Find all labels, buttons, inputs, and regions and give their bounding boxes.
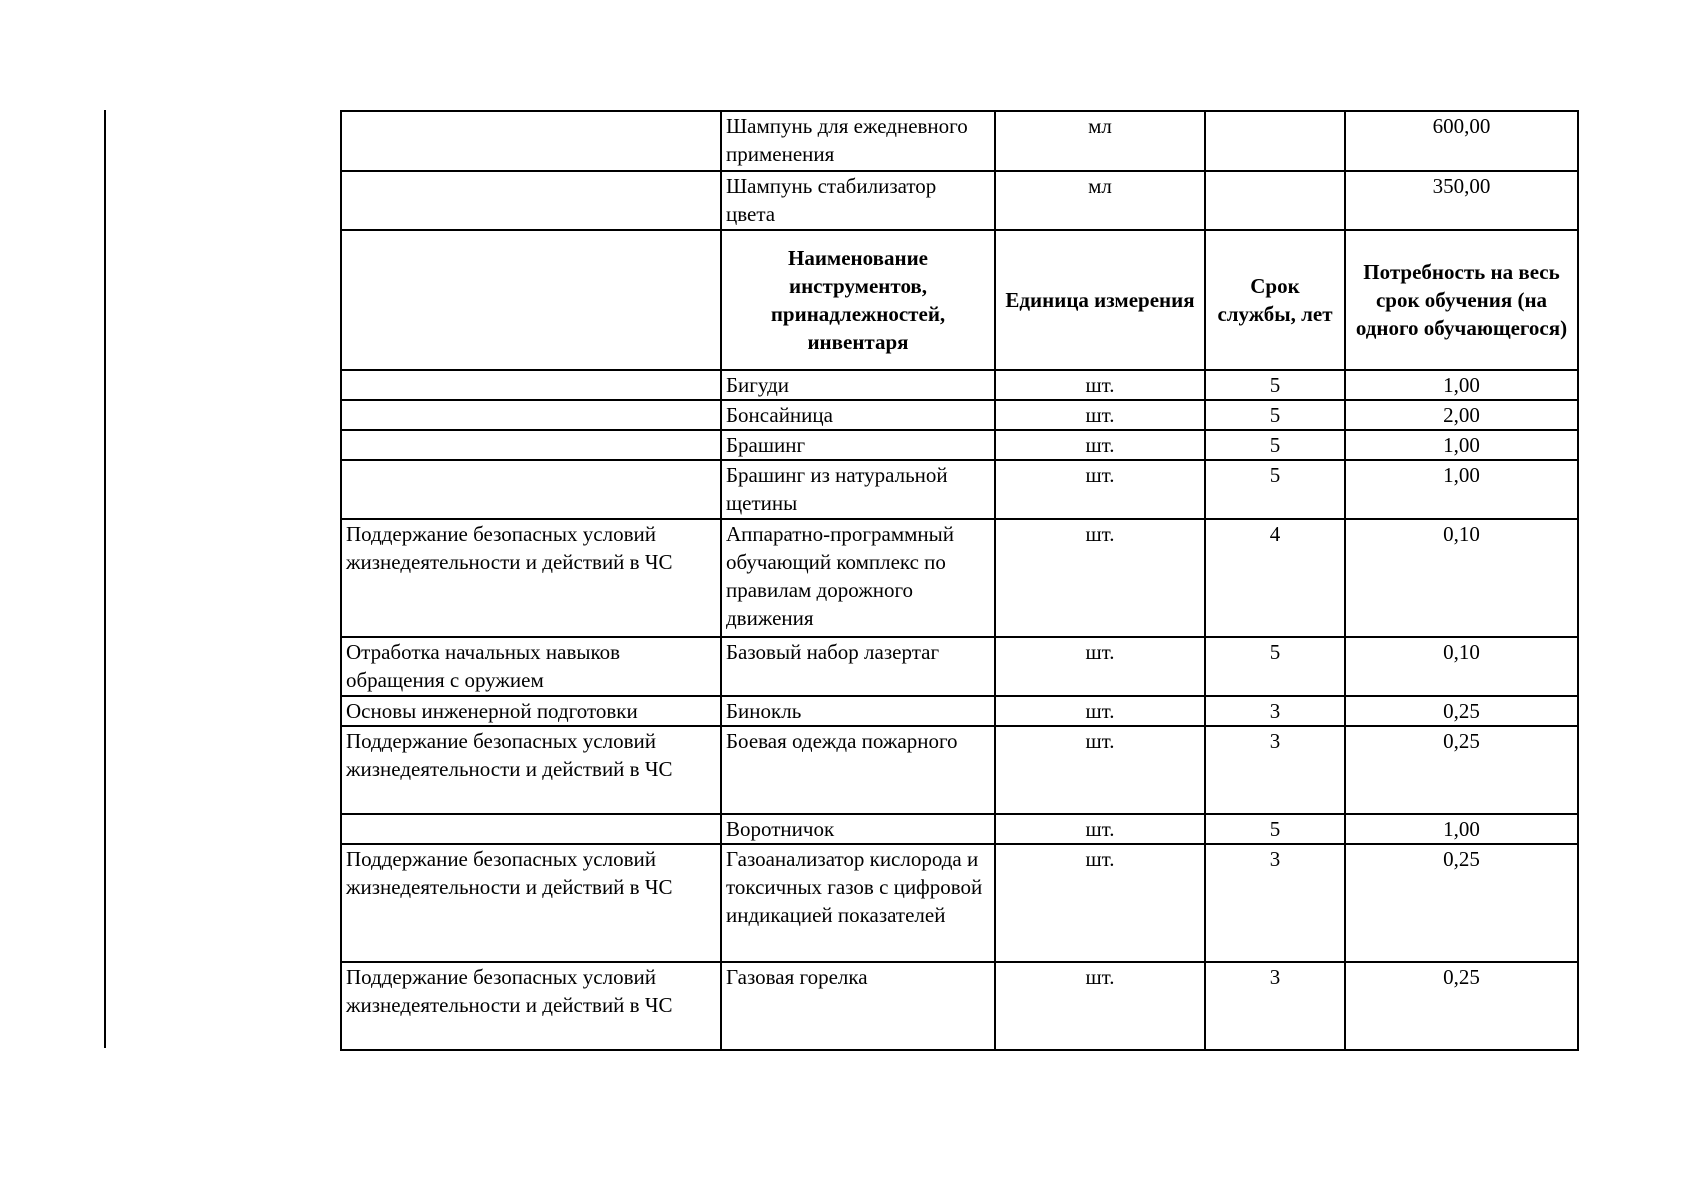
term-cell: 3 (1205, 962, 1345, 1050)
term-header: Срок службы, лет (1205, 230, 1345, 370)
term-cell: 3 (1205, 726, 1345, 814)
section-header-cell (341, 230, 721, 370)
table-row (341, 519, 1578, 637)
item-name-cell: Газоанализатор кислорода и токсичных газов с цифровой индикацией показателей (721, 844, 995, 962)
term-cell (1205, 111, 1345, 171)
need-cell: 1,00 (1345, 814, 1578, 844)
need-cell: 350,00 (1345, 171, 1578, 230)
page-margin-line (104, 110, 106, 1048)
section-cell (341, 430, 721, 460)
item-name-cell: Брашинг из натуральной щетины (721, 460, 995, 519)
need-cell: 0,25 (1345, 726, 1578, 814)
unit-cell: мл (995, 111, 1205, 171)
table-row (341, 111, 1578, 171)
need-cell: 0,25 (1345, 844, 1578, 962)
item-name-cell: Бигуди (721, 370, 995, 400)
section-cell (341, 171, 721, 230)
item-name-cell: Брашинг (721, 430, 995, 460)
unit-cell: шт. (995, 726, 1205, 814)
unit-header: Единица измерения (995, 230, 1205, 370)
table-row (341, 814, 1578, 844)
item-name-cell: Воротничок (721, 814, 995, 844)
need-cell: 600,00 (1345, 111, 1578, 171)
need-cell: 1,00 (1345, 460, 1578, 519)
unit-cell: шт. (995, 370, 1205, 400)
term-cell: 3 (1205, 844, 1345, 962)
section-cell: Основы инженерной подготовки (341, 696, 721, 726)
section-cell: Отработка начальных навыков обращения с оружием (341, 637, 721, 696)
section-cell: Поддержание безопасных условий жизнедеятельности и действий в ЧС (341, 962, 721, 1050)
section-cell: Поддержание безопасных условий жизнедеятельности и действий в ЧС (341, 519, 721, 637)
term-cell: 5 (1205, 430, 1345, 460)
need-cell: 0,10 (1345, 637, 1578, 696)
unit-cell: шт. (995, 814, 1205, 844)
need-cell: 0,10 (1345, 519, 1578, 637)
section-cell: Поддержание безопасных условий жизнедеятельности и действий в ЧС (341, 844, 721, 962)
table-row (341, 726, 1578, 814)
table-row (341, 696, 1578, 726)
term-cell: 5 (1205, 814, 1345, 844)
unit-cell: шт. (995, 637, 1205, 696)
section-cell (341, 111, 721, 171)
item-name-cell: Шампунь стабилизатор цвета (721, 171, 995, 230)
term-cell: 5 (1205, 370, 1345, 400)
section-cell (341, 460, 721, 519)
section-cell: Поддержание безопасных условий жизнедеятельности и действий в ЧС (341, 726, 721, 814)
section-cell (341, 370, 721, 400)
table-row (341, 637, 1578, 696)
unit-cell: шт. (995, 460, 1205, 519)
item-name-cell: Газовая горелка (721, 962, 995, 1050)
item-name-header: Наименование инструментов, принадлежностей, инвентаря (721, 230, 995, 370)
equipment-table (340, 110, 1579, 1051)
term-cell: 5 (1205, 460, 1345, 519)
term-cell: 3 (1205, 696, 1345, 726)
term-cell: 5 (1205, 637, 1345, 696)
item-name-cell: Базовый набор лазертаг (721, 637, 995, 696)
need-cell: 1,00 (1345, 370, 1578, 400)
term-cell: 4 (1205, 519, 1345, 637)
unit-cell: шт. (995, 844, 1205, 962)
table-row (341, 430, 1578, 460)
unit-cell: шт. (995, 519, 1205, 637)
section-cell (341, 814, 721, 844)
term-cell: 5 (1205, 400, 1345, 430)
need-cell: 2,00 (1345, 400, 1578, 430)
table-header-row (341, 230, 1578, 370)
table-row (341, 460, 1578, 519)
item-name-cell: Боевая одежда пожарного (721, 726, 995, 814)
unit-cell: шт. (995, 430, 1205, 460)
need-cell: 0,25 (1345, 696, 1578, 726)
section-cell (341, 400, 721, 430)
unit-cell: шт. (995, 400, 1205, 430)
need-cell: 1,00 (1345, 430, 1578, 460)
item-name-cell: Бинокль (721, 696, 995, 726)
item-name-cell: Аппаратно-программный обучающий комплекс по правилам дорожного движения (721, 519, 995, 637)
table-row (341, 370, 1578, 400)
unit-cell: шт. (995, 696, 1205, 726)
table-row (341, 400, 1578, 430)
item-name-cell: Бонсайница (721, 400, 995, 430)
table-row (341, 171, 1578, 230)
term-cell (1205, 171, 1345, 230)
need-cell: 0,25 (1345, 962, 1578, 1050)
unit-cell: мл (995, 171, 1205, 230)
item-name-cell: Шампунь для ежедневного применения (721, 111, 995, 171)
table-row (341, 844, 1578, 962)
need-header: Потребность на весь срок обучения (на одного обучающегося) (1345, 230, 1578, 370)
unit-cell: шт. (995, 962, 1205, 1050)
table-row (341, 962, 1578, 1050)
